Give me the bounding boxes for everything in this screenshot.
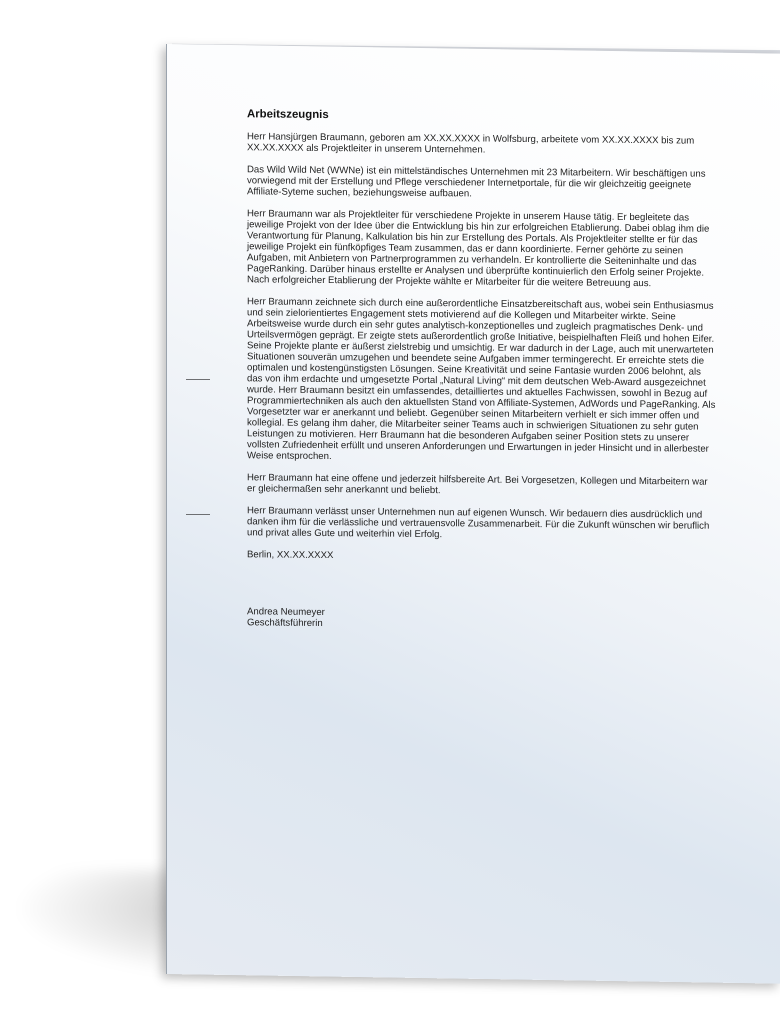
paragraph-performance: Herr Braumann zeichnete sich durch eine außerordentliche Einsatzbereitschaft aus, wobei sein Enthusiasmus und sein zielorientiertes Engagement stets motivierend auf die Kollegen und Mitarbeiter wirkte. Seine Arbeitsweise wurde durch ein sehr gutes analytisch-konzeptionelles und zugleich pragmatisches Denk- und Urteilsvermögen geprägt. Er zeigte stets außerordentlich große Initiative, beispielhaften Fleiß und hohen Eifer. Seine Projekte plante er äußerst zielstrebig und umsichtig. Er war dadurch in der Lage, auch mit unerwarteten Situationen souverän umzugehen und beendete seine Aufgaben immer termingerecht. Er erreichte stets die optimalen und kostengünstigsten Lösungen. Seine Kreativität und seine Fantasie wurden 2006 belohnt, als das von ihm erdachte und umgesetzte Portal „Natural Living“ mit dem deutschen Web-Award ausgezeichnet wurde. Herr Braumann besitzt ein umfassendes, detailliertes und aktuelles Fachwissen, sowohl in Bezug auf Programmiertechniken als auch den aktuellsten Stand von Affiliate-Systemen, AdWords und PageRanking. Als Vorgesetzter war er anerkannt und beliebt. Gegenüber seinen Mitarbeitern verhielt er sich immer offen und kollegial. Es gelang ihm daher, die Mitarbeiter seiner Teams auch in schwierigen Situationen zu sehr guten Leistungen zu motivieren. Herr Braumann hat die besonderen Aufgaben seiner Position stets zu unserer vollsten Zufriedenheit erfüllt und unseren Anforderungen und Erwartungen in jeder Hinsicht und in allerbester Weise entsprochen.: [247, 296, 716, 463]
paragraph-closing: Herr Braumann verlässt unser Unternehmen nun auf eigenen Wunsch. Wir bedauern dies ausdrücklich und danken ihm für die verlässliche und vertrauensvolle Zusammenarbeit. Für die Zukunft wünschen wir beruflich und privat alles Gute und weiterhin viel Erfolg.: [247, 505, 710, 541]
document-title: Arbeitszeugnis: [247, 108, 329, 122]
signature-space: [247, 571, 717, 611]
signer-title: Geschäftsführerin: [247, 617, 323, 629]
paragraph-duties: Herr Braumann war als Projektleiter für verschiedene Projekte in unserem Hause tätig. Er begleitete das jeweilige Projekt von der Idee über die Entwicklung bis hin zur erfolgreichen Etablierung. Dabei oblag ihm die Verantwortung für Planung, Kalkulation bis hin zur Erstellung des Portals. Als Projektleiter stellte er für das jeweilige Projekt ein fünfköpfiges Team zusammen, das er dann koordinierte. Ferner gehörte zu seinen Aufgaben, mit Anbietern von Partnerprogrammen zu verhandeln. Er kontrollierte die Seiteninhalte und das PageRanking. Darüber hinaus erstellte er Analysen und überprüfte kontinuierlich den Erfolg seiner Projekte. Nach erfolgreicher Etablierung der Projekte wählte er Mitarbeiter für die weitere Betreuung aus.: [247, 208, 710, 290]
fold-mark-lower: [186, 514, 210, 515]
place-date: Berlin, XX.XX.XXXX: [247, 549, 334, 562]
paragraph-intro: Herr Hansjürgen Braumann, geboren am XX.XX.XXXX in Wolfsburg, arbeitete vom XX.XX.XXXX bis zum XX.XX.XXXX als Projektleiter in unserem Unternehmen.: [247, 131, 695, 156]
signer-name: Andrea Neumeyer: [247, 606, 325, 619]
fold-mark-upper: [186, 379, 210, 380]
paragraph-company: Das Wild Wild Net (WWNe) ist ein mittelständisches Unternehmen mit 23 Mitarbeitern. Wir beschäftigen uns vorwiegend mit der Erstellung und Pflege verschiedener Internetportale, für die wir gleichzeitig geeignete Affiliate-Syteme suchen, beziehungsweise aufbauen.: [247, 164, 706, 200]
document-body: [247, 107, 717, 633]
document-page: [166, 44, 780, 984]
paragraph-conduct: Herr Braumann hat eine offene und jederzeit hilfsbereite Art. Bei Vorgesetzen, Kollegen und Mitarbeitern war er gleichermaßen sehr anerkannt und beliebt.: [247, 472, 708, 497]
